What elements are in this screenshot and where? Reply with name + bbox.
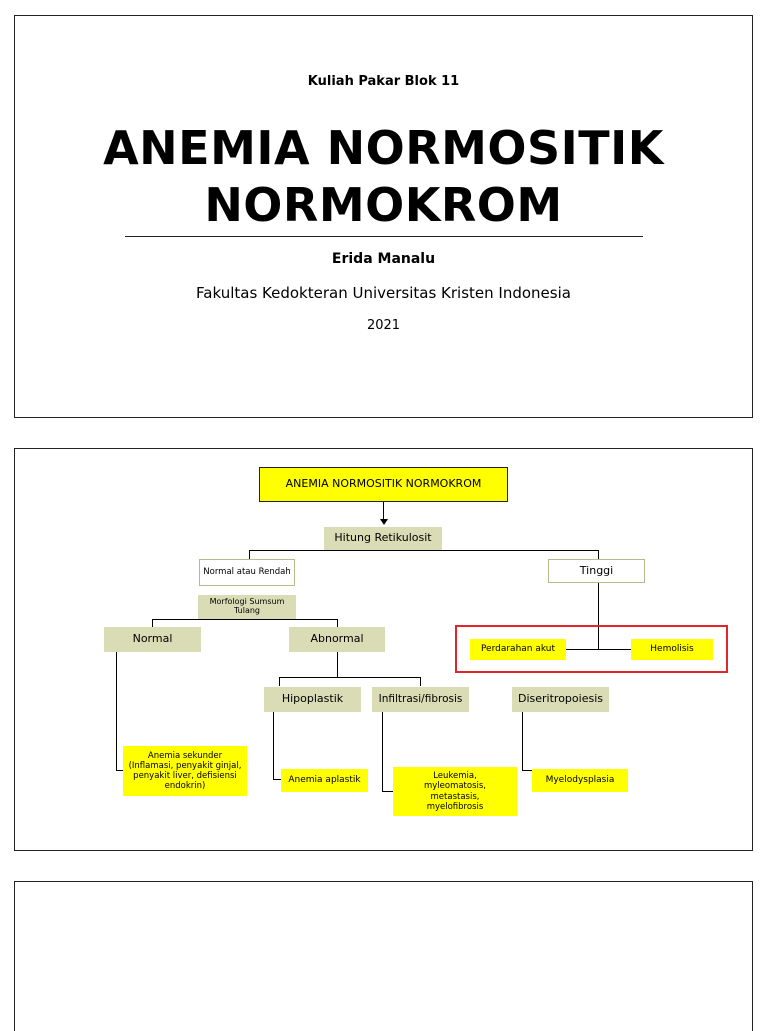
connector-line (249, 550, 598, 551)
connector-line (116, 652, 117, 771)
high-node: Tinggi (548, 559, 645, 583)
connector-line (116, 770, 123, 771)
infiltration-fibrosis-node: Infiltrasi/fibrosis (372, 687, 469, 712)
acute-bleeding-node: Perdarahan akut (470, 639, 566, 660)
faculty-name: Fakultas Kedokteran Universitas Kristen Indonesia (196, 284, 571, 302)
title-slide (14, 15, 753, 418)
arrow-head (380, 519, 388, 525)
connector-line (279, 677, 420, 678)
connector-line (152, 619, 153, 627)
root-node: ANEMIA NORMOSITIK NORMOKROM (259, 467, 508, 502)
connector-line (273, 712, 274, 780)
title-line-2: NORMOKROM (204, 178, 563, 232)
presentation-title (15, 120, 752, 234)
connector-line (337, 619, 338, 627)
normal-low-node: Normal atau Rendah (199, 559, 295, 586)
secondary-anemia-node: Anemia sekunder (Inflamasi, penyakit ginjal, penyakit liver, defisiensi endokrin) (123, 746, 247, 796)
connector-line (152, 619, 337, 620)
normal-node: Normal (104, 627, 201, 652)
connector-line (522, 770, 532, 771)
course-label: Kuliah Pakar Blok 11 (307, 74, 460, 89)
dyserythropoiesis-node: Diseritropoiesis (512, 687, 609, 712)
abnormal-node: Abnormal (289, 627, 385, 652)
flowchart-slide (14, 448, 753, 851)
connector-line (420, 677, 421, 686)
connector-line (249, 550, 250, 559)
bone-marrow-morphology-node: Morfologi Sumsum Tulang (198, 595, 296, 619)
hemolysis-node: Hemolisis (631, 639, 713, 660)
connector-line (382, 791, 393, 792)
reticulocyte-count-node: Hitung Retikulosit (324, 527, 442, 550)
blank-slide (14, 881, 753, 1031)
title-divider (125, 236, 643, 237)
connector-line (382, 712, 383, 792)
hypoplastic-node: Hipoplastik (264, 687, 361, 712)
leukemia-node: Leukemia, myleomatosis, metastasis, myelofibrosis (393, 767, 517, 816)
myelodysplasia-node: Myelodysplasia (532, 769, 628, 792)
year-label: 2021 (366, 318, 401, 333)
aplastic-anemia-node: Anemia aplastik (281, 769, 368, 792)
title-line-1: ANEMIA NORMOSITIK (103, 121, 664, 175)
connector-line (522, 712, 523, 771)
connector-line (598, 550, 599, 559)
author-name: Erida Manalu (331, 251, 436, 267)
connector-line (273, 779, 281, 780)
connector-line (279, 677, 280, 686)
connector-line (337, 652, 338, 677)
